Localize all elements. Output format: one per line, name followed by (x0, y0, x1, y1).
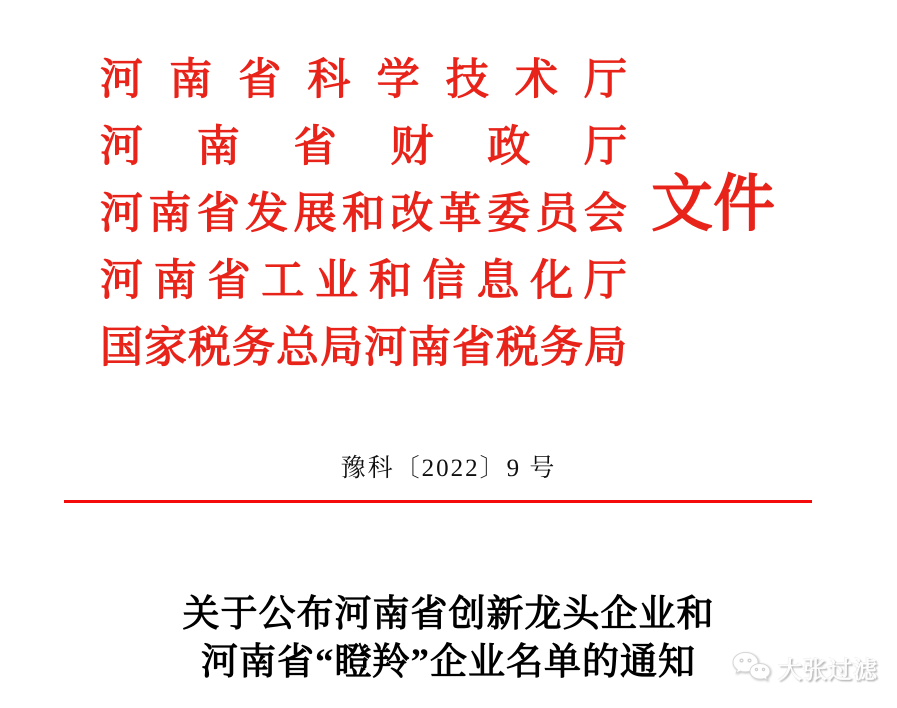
agency-name-taxation: 国 家 税 务 总 局 河 南 省 税 务 局 (100, 325, 627, 372)
letterhead-agency-list (100, 43, 627, 378)
agency-name-development-reform: 河 南 省 发 展 和 改 革 委 员 会 (100, 191, 627, 238)
agency-name-science-tech: 河 南 省 科 学 技 术 厅 (100, 57, 627, 104)
agency-name-finance: 河 南 省 财 政 厅 (100, 124, 627, 171)
doc-type-label: 文件 (651, 171, 776, 239)
red-divider-line (64, 500, 812, 503)
watermark-text: 大张过滤 (778, 656, 878, 684)
title-line-2: 河南省“瞪羚”企业名单的通知 (201, 642, 696, 683)
title-line-1: 关于公布河南省创新龙头企业和 (182, 594, 715, 635)
agency-name-industry-it: 河 南 省 工 业 和 信 息 化 厅 (100, 258, 627, 305)
wechat-icon (731, 650, 771, 684)
watermark (731, 648, 878, 686)
doc-number: 豫科〔2022〕9 号 (340, 455, 557, 482)
